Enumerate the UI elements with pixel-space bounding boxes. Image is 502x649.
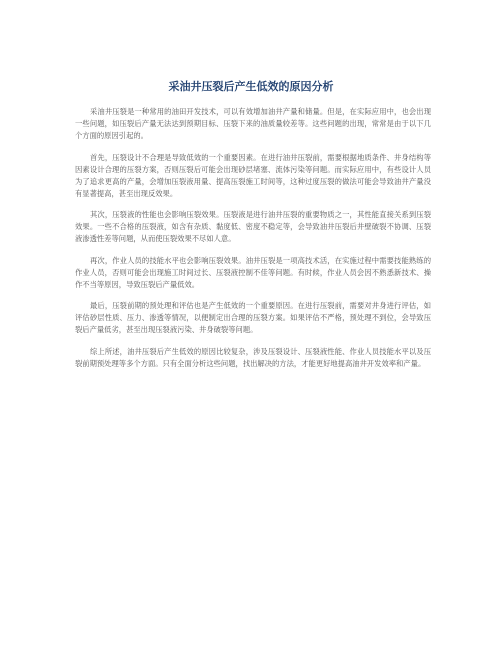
paragraph-conclusion: 综上所述，油井压裂后产生低效的原因比较复杂，涉及压裂设计、压裂液性能、作业人员技能水平以及压裂前期预处理等多个方面。只有全面分析这些问题，找出解决的方法，才能更好地提高油井开发效率和产量。 bbox=[75, 346, 431, 368]
document-title: 采油井压裂后产生低效的原因分析 bbox=[168, 80, 334, 93]
paragraph-fluid: 其次，压裂液的性能也会影响压裂效果。压裂液是进行油井压裂的重要物质之一，其性能直接关系到压裂效果。一些不合格的压裂液，如含有杂质、黏度低、密度不稳定等，会导致油井压裂后井壁破裂不协调、压裂液渗透性差等问题，从而使压裂效果不尽如人意。 bbox=[75, 210, 431, 243]
paragraph-pretreatment: 最后，压裂前期的预处理和评估也是产生低效的一个重要原因。在进行压裂前，需要对井身进行评估，如评估砂层性质、压力、渗透等情况，以便制定出合理的压裂方案。如果评估不严格，预处理不到位，会导致压裂后产量低劣，甚至出现压裂液污染、井身破裂等问题。 bbox=[75, 301, 431, 334]
paragraph-design: 首先，压裂设计不合理是导致低效的一个重要因素。在进行油井压裂前，需要根据地质条件、井身结构等因素设计合理的压裂方案，否则压裂后可能会出现砂层堵塞、流体污染等问题。而实际应用中，有些设计人员为了追求更高的产量，会增加压裂液用量、提高压裂施工时间等，这种过度压裂的做法可能会导致油井产量没有显著提高，甚至出现反效果。 bbox=[75, 152, 431, 198]
paragraph-skills: 再次，作业人员的技能水平也会影响压裂效果。油井压裂是一项高技术活，在实施过程中需要技能熟练的作业人员，否则可能会出现施工时间过长、压裂液控制不佳等问题。有时候，作业人员会因不熟悉新技术、操作不当等原因，导致压裂后产量低效。 bbox=[75, 255, 431, 289]
document-body bbox=[75, 106, 431, 379]
paragraph-intro: 采油井压裂是一种常用的油田开发技术，可以有效增加油井产量和储量。但是，在实际应用中，也会出现一些问题，如压裂后产量无法达到预期目标、压裂下来的油质量较差等。这些问题的出现，常常是由于以下几个方面的原因引起的。 bbox=[75, 107, 431, 140]
